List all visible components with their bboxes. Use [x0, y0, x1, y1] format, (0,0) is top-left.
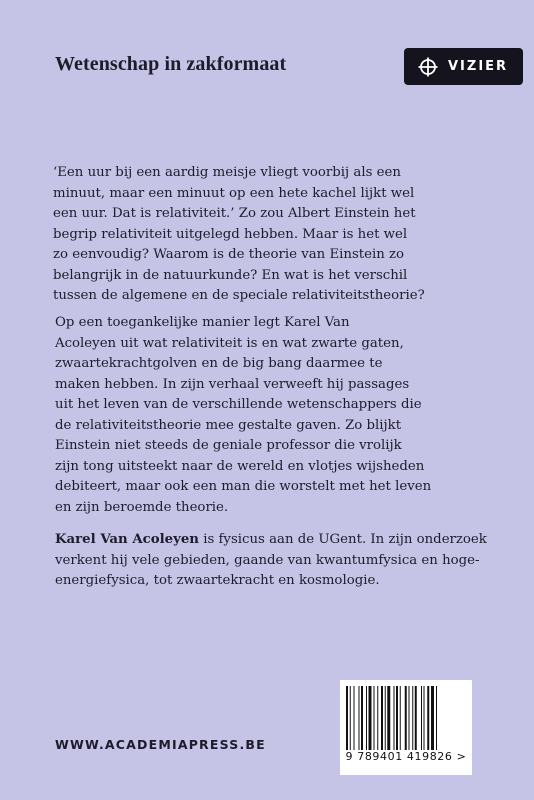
text-line: minuut, maar een minuut op een hete kachel lijkt wel — [53, 185, 415, 201]
publisher-website: WWW.ACADEMIAPRESS.BE — [55, 737, 266, 752]
barcode-bar — [427, 686, 429, 750]
text-line: energiefysica, tot zwaartekracht en kosmologie. — [55, 573, 380, 588]
barcode-bar — [394, 686, 395, 750]
barcode-bar — [377, 686, 378, 750]
text-line: debiteert, maar ook een man die worstelt met het leven — [55, 479, 432, 494]
isbn-barcode — [340, 680, 472, 775]
barcode-bar — [396, 686, 398, 750]
text-line: een uur. Dat is relativiteit.’ Zo zou Albert Einstein het — [53, 206, 416, 221]
text-line: Acoleyen uit wat relativiteit is en wat zwarte gaten, — [55, 335, 404, 351]
text-line: belangrijk in de natuurkunde? En wat is het verschil — [53, 267, 408, 283]
author-bio — [55, 530, 487, 592]
text-line: zijn tong uitsteekt naar de wereld en vlotjes wijsheden — [55, 458, 425, 474]
text-line: uit het leven van de verschillende wetenschappers die — [55, 397, 422, 412]
isbn-digits: 9 789401 419826 — [345, 750, 453, 763]
text-line: en zijn beroemde theorie. — [55, 499, 229, 515]
text-line: zwaartekrachtgolven en de big bang daarmee te — [55, 356, 383, 371]
barcode-bar — [409, 686, 410, 750]
barcode-bar — [385, 686, 386, 750]
barcode-bar — [346, 686, 348, 750]
publisher-badge — [404, 48, 523, 85]
barcode-bar — [400, 686, 401, 750]
isbn-marker: > — [456, 750, 467, 763]
crosshair-icon — [418, 57, 438, 77]
text-line: ‘Een uur bij een aardig meisje vliegt voorbij als een — [53, 165, 401, 180]
barcode-bar — [374, 686, 375, 750]
text-line: begrip relativiteit uitgelegd hebben. Maar is het wel — [53, 226, 408, 242]
barcode-bar — [431, 686, 434, 750]
barcode-bar — [381, 686, 383, 750]
barcode-bar — [387, 686, 390, 750]
blurb-paragraph-quote — [53, 163, 473, 307]
text-line: Einstein niet steeds de geniale professor die vrolijk — [55, 438, 402, 453]
barcode-bar — [412, 686, 413, 750]
barcode-bar — [359, 686, 360, 750]
barcode-bar — [369, 686, 372, 750]
barcode-bar — [424, 686, 425, 750]
text-line: maken hebben. In zijn verhaal verweeft hij passages — [55, 376, 410, 392]
barcode-bars — [346, 686, 466, 750]
text-line — [55, 530, 487, 551]
blurb-paragraph-summary — [55, 313, 475, 518]
barcode-bar — [436, 686, 437, 750]
barcode-bar — [366, 686, 367, 750]
barcode-bar — [350, 686, 351, 750]
bio-text: is fysicus aan de UGent. In zijn onderzoek — [198, 532, 487, 547]
publisher-logo-text: VIZIER — [448, 59, 509, 74]
text-line: tussen de algemene en de speciale relativiteitstheorie? — [53, 288, 425, 303]
text-line: verkent hij vele gebieden, gaande van kwantumfysica en hoge- — [55, 552, 480, 568]
barcode-bar — [361, 686, 363, 750]
barcode-bar — [415, 686, 417, 750]
isbn-number — [340, 750, 472, 763]
author-name: Karel Van Acoleyen — [55, 532, 199, 547]
text-line: zo eenvoudig? Waarom is de theorie van Einstein zo — [53, 247, 405, 262]
series-title: Wetenschap in zakformaat — [55, 53, 287, 75]
barcode-bar — [405, 686, 407, 750]
text-line: Op een toegankelijke manier legt Karel Van — [55, 315, 350, 330]
text-line: de relativiteitstheorie mee gestalte gaven. Zo blijkt — [55, 417, 402, 433]
barcode-bar — [354, 686, 355, 750]
barcode-bar — [421, 686, 422, 750]
